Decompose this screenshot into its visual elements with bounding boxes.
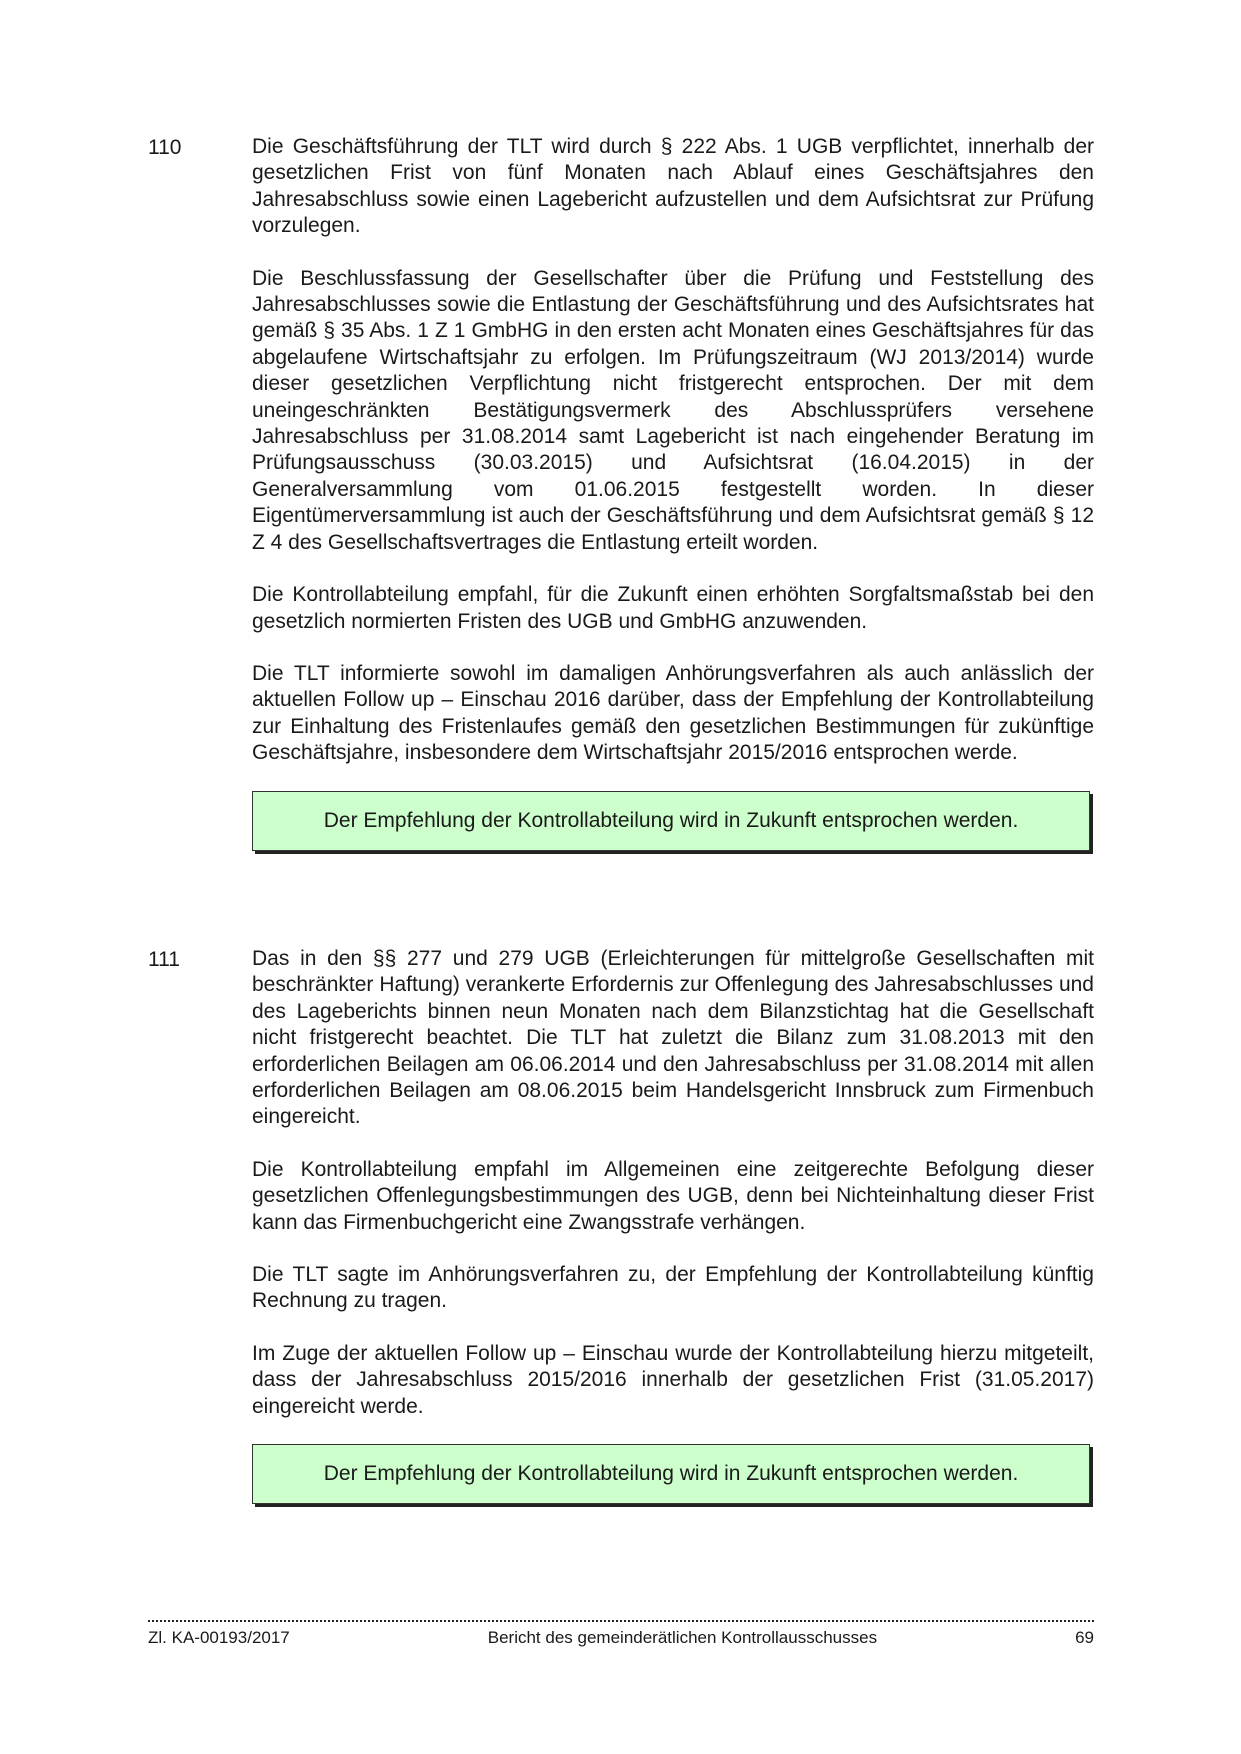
report-title: Bericht des gemeinderätlichen Kontrollausschusses (487, 1628, 878, 1647)
section-body (252, 946, 1094, 1504)
section-number: 111 (148, 948, 180, 971)
section-body (252, 134, 1094, 851)
paragraph: Die TLT informierte sowohl im damaligen Anhörungsverfahren als auch anlässlich der aktuellen Follow up – Einschau 2016 darüber, dass der Empfehlung der Kontrollabteilung zur Einhaltung des Fristenlaufes gemäß den gesetzlichen Bestimmungen für zukünftige Geschäftsjahre, insbesondere dem Wirtschaftsjahr 2015/2016 entsprochen werde. (252, 661, 1094, 765)
document-reference: Zl. KA-00193/2017 (148, 1628, 290, 1647)
paragraph: Im Zuge der aktuellen Follow up – Einschau wurde der Kontrollabteilung hierzu mitgeteilt, dass der Jahresabschluss 2015/2016 innerhalb der gesetzlichen Frist (31.05.2017) eingereicht werde. (252, 1341, 1094, 1418)
page-number: 69 (1075, 1628, 1094, 1647)
footer-divider (148, 1616, 1094, 1622)
paragraph: Die Kontrollabteilung empfahl im Allgemeinen eine zeitgerechte Befolgung dieser gesetzlichen Offenlegungsbestimmungen des UGB, denn bei Nichteinhaltung dieser Frist kann das Firmenbuchgericht eine Zwangsstrafe verhängen. (252, 1157, 1094, 1234)
paragraph: Die TLT sagte im Anhörungsverfahren zu, der Empfehlung der Kontrollabteilung künftig Rechnung zu tragen. (252, 1263, 1094, 1313)
paragraph: Die Beschlussfassung der Gesellschafter über die Prüfung und Feststellung des Jahresabschlusses sowie die Entlastung der Geschäftsführung und des Aufsichtsrates hat gemäß § 35 Abs. 1 Z 1 GmbHG in den ersten acht Monaten eines Geschäftsjahres für das abgelaufene Wirtschaftsjahr zu erfolgen. Im Prüfungszeitraum (WJ 2013/2014) wurde dieser gesetzlichen Verpflichtung nicht fristgerecht entsprochen. Der mit dem uneingeschränkten Bestätigungsvermerk des Abschlussprüfers versehene Jahresabschluss per 31.08.2014 samt Lagebericht ist nach eingehender Beratung im Prüfungsausschuss (30.03.2015) und Aufsichtsrat (16.04.2015) in der Generalversammlung vom 01.06.2015 festgestellt worden. In dieser Eigentümerversammlung ist auch der Geschäftsführung und dem Aufsichtsrat gemäß § 12 Z 4 des Gesellschaftsvertrages die Entlastung erteilt worden. (252, 266, 1094, 554)
recommendation-box: Der Empfehlung der Kontrollabteilung wird in Zukunft entsprochen werden. (252, 1444, 1090, 1504)
recommendation-box: Der Empfehlung der Kontrollabteilung wird in Zukunft entsprochen werden. (252, 791, 1090, 851)
section-number: 110 (148, 136, 182, 159)
paragraph: Die Geschäftsführung der TLT wird durch § 222 Abs. 1 UGB verpflichtet, innerhalb der gesetzlichen Frist von fünf Monaten nach Ablauf eines Geschäftsjahres den Jahresabschluss sowie einen Lagebericht aufzustellen und dem Aufsichtsrat zur Prüfung vorzulegen. (252, 135, 1094, 238)
paragraph: Das in den §§ 277 und 279 UGB (Erleichterungen für mittelgroße Gesellschaften mit beschränkter Haftung) verankerte Erfordernis zur Offenlegung des Jahresabschlusses und des Lageberichts binnen neun Monaten nach dem Bilanzstichtag hat die Gesellschaft nicht fristgerecht beachtet. Die TLT hat zuletzt die Bilanz zum 31.08.2013 mit den erforderlichen Beilagen am 06.06.2014 und den Jahresabschluss per 31.08.2014 mit allen erforderlichen Beilagen am 08.06.2015 beim Handelsgericht Innsbruck zum Firmenbuch eingereicht. (252, 947, 1094, 1129)
paragraph: Die Kontrollabteilung empfahl, für die Zukunft einen erhöhten Sorgfaltsmaßstab bei den gesetzlich normierten Fristen des UGB und GmbHG anzuwenden. (252, 583, 1094, 633)
page-footer (148, 1628, 1094, 1648)
